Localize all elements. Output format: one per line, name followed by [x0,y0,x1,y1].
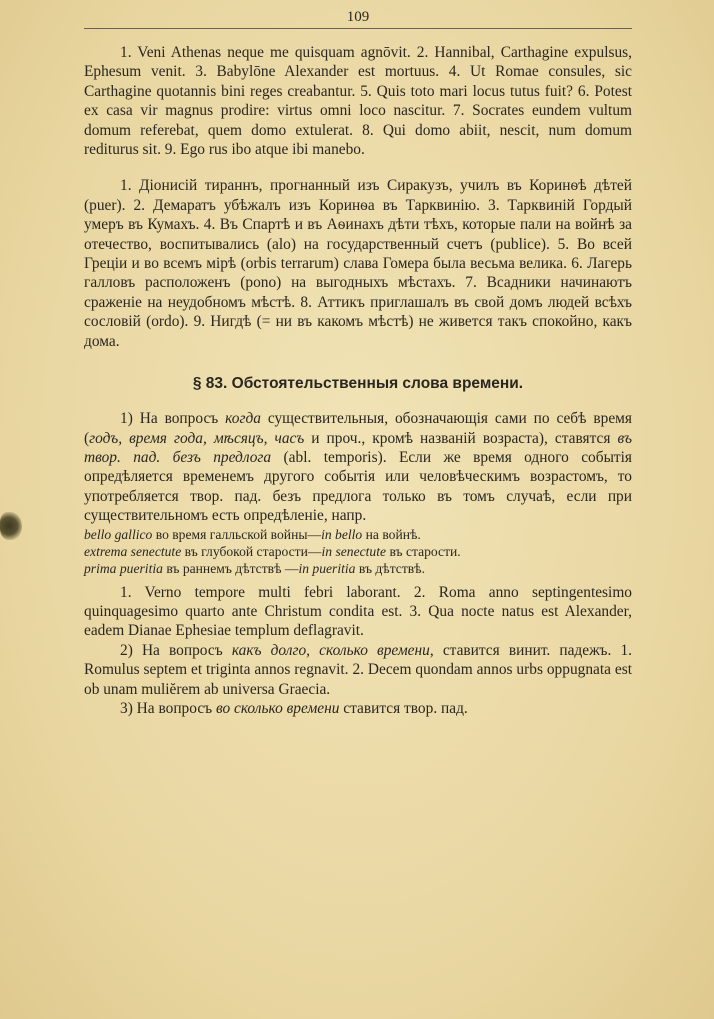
rule-2: 2) На вопросъ какъ долго, сколько времени, ставится винит. падежъ. 1. Romulus septem et triginta annos regnavit. 2. Decem quondam annos urbs oppugnata est ob unam muliĕrem ab universa Graecia. [84,641,633,698]
example-line: bello gallico во время галльской войны—in bello на войнѣ. [84,526,421,542]
section-heading: § 83. Обстоятельственныя слова времени. [192,375,524,393]
russian-exercise: 1. Діонисій тираннъ, прогнанный изъ Сиракузъ, училъ въ Коринѳѣ дѣтей (puer). 2. Демаратъ убѣжалъ изъ Коринѳа въ Тарквинію. 3. Тарквиній Гордый умеръ въ Кумахъ. 4. Въ Спартѣ и въ Аѳинахъ дѣти тѣхъ, которые пали на войнѣ за отечество, воспитывались (alo) на государственный счетъ (publice). 5. Во всей Греціи и во всемъ мірѣ (orbis terrarum) слава Гомера была весьма велика. 6. Лагерь галловъ расположенъ (pono) на выгодныхъ мѣстахъ. 7. Всадники начинаютъ сраженіе на неудобномъ мѣстѣ. 8. Аттикъ приглашалъ въ свой домъ людей всѣхъ сословій (ordo). 9. Нигдѣ (= ни въ какомъ мѣстѣ) не живется такъ спокойно, какъ дома. [84,177,632,350]
example-line: prima pueritia въ раннемъ дѣтствѣ —in pueritia въ дѣтствѣ. [84,560,425,576]
rule-1: 1) На вопросъ когда существительныя, обозначающія сами по себѣ время (годъ, время года, мѣсяцъ, часъ и проч., кромѣ названій возраста), ставятся въ твор. пад. безъ предлога (abl. temporis). Если же время одного событія опредѣляется временемъ другого событія или человѣческимъ возрастомъ, то употребляется твор. пад. безъ предлога только въ томъ случаѣ, если при существительномъ есть опредѣленіе, напр. [84,410,633,525]
header-rule [84,28,632,29]
rule-3: 3) На вопросъ во сколько времени ставится твор. пад. [120,699,468,717]
latin-exercise-2: 1. Verno tempore multi febri laborant. 2. Roma anno septingentesimo quinquagesimo quarto ante Christum condita est. 3. Qua nocte natus est Alexander, eadem Dianae Ephesiae templum deflagravit. [84,583,632,640]
page-number: 109 [346,9,370,25]
latin-exercise-1: 1. Veni Athenas neque me quisquam agnōvit. 2. Hannibal, Carthagine expulsus, Ephesum venit. 3. Babylōne Alexander est mortuus. 4. Ut Romae consules, sic Carthagine quotannis bini reges creabantur. 5. Quis toto mari locus tutus fuit? 6. Potest ex casa vir magnus prodire: virtus omni loco nascitur. 7. Socrates eundem vultum domum referebat, quem domo extulerat. 8. Qui domo abiit, nescit, num domum rediturus sit. 9. Ego rus ibo atque ibi manebo. [84,44,632,159]
example-line: extrema senectute въ глубокой старости—in senectute въ старости. [84,543,461,559]
ink-blot [0,512,22,540]
